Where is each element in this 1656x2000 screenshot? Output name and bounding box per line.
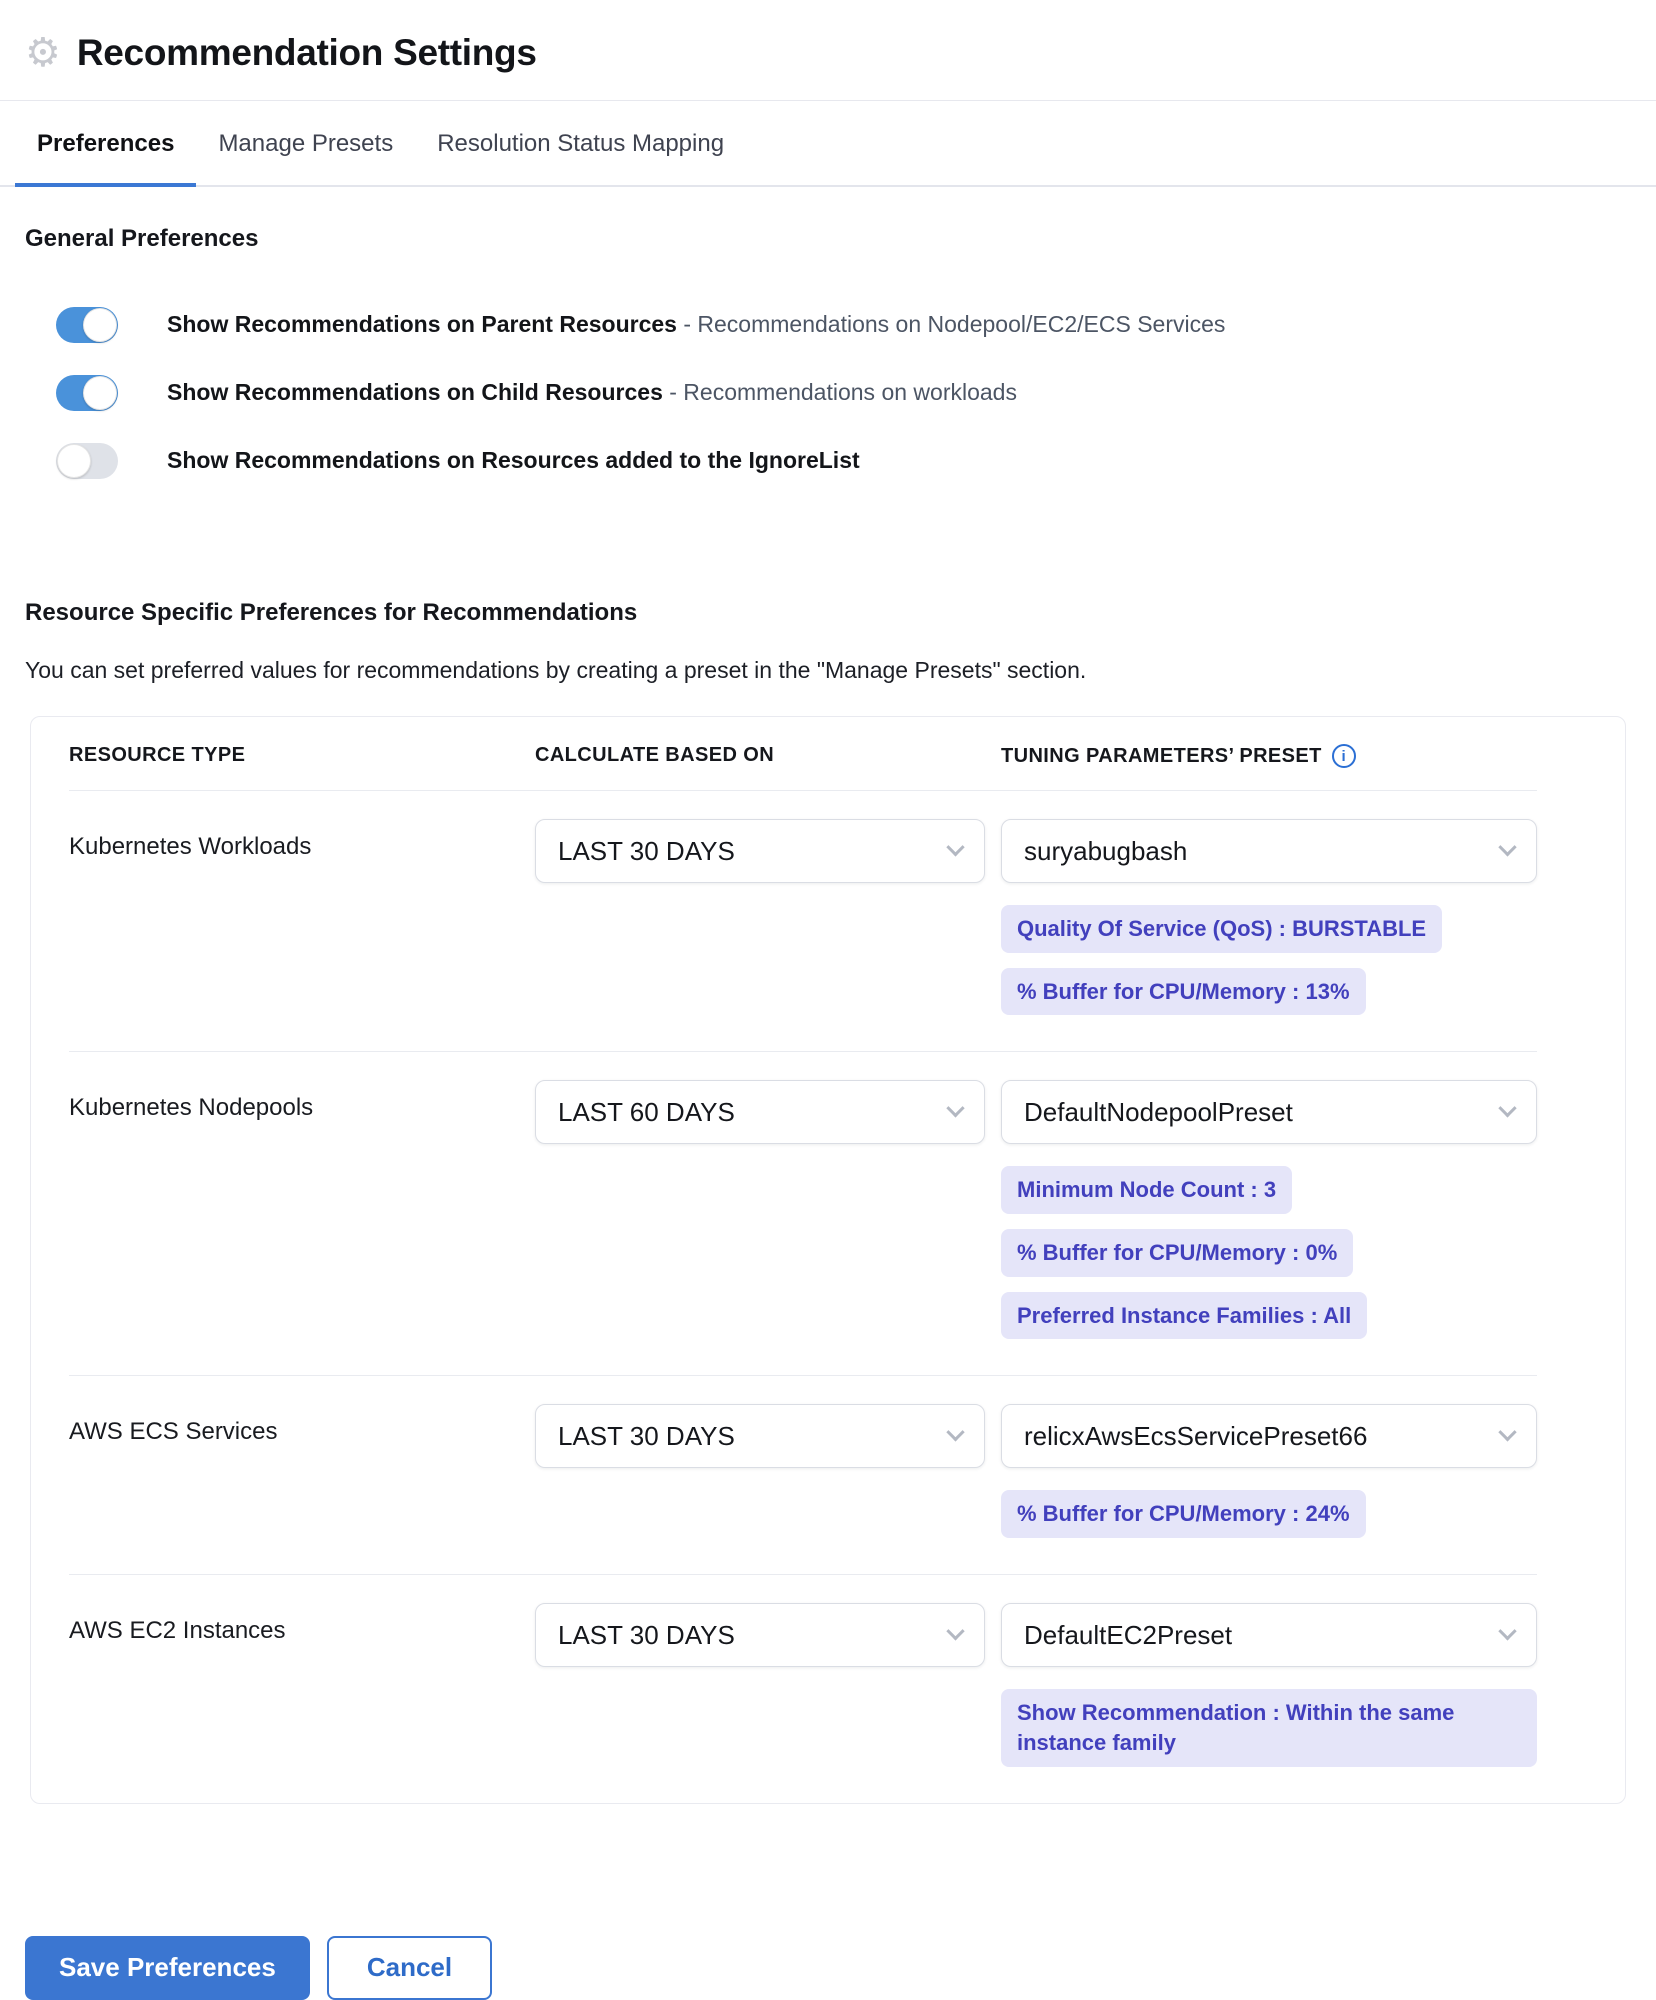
preset-tag: Minimum Node Count : 3 — [1001, 1166, 1292, 1214]
toggle-show-recommendations-on-resources-added-to-the-ignorelist[interactable] — [56, 443, 118, 479]
toggle-label — [167, 310, 1225, 340]
toggle-knob — [57, 444, 91, 478]
calculate-based-on-select[interactable] — [535, 819, 985, 883]
preset-tag: Quality Of Service (QoS) : BURSTABLE — [1001, 905, 1442, 953]
table-body — [69, 791, 1537, 1803]
preset-select[interactable] — [1001, 1404, 1537, 1468]
toggle-label — [167, 446, 860, 476]
resource-type-label: AWS EC2 Instances — [69, 1617, 286, 1645]
preset-tag: % Buffer for CPU/Memory : 13% — [1001, 968, 1366, 1016]
chevron-down-icon — [1498, 838, 1516, 856]
select-value: suryabugbash — [1024, 835, 1188, 866]
calculate-based-on-select[interactable] — [535, 1603, 985, 1667]
calculate-based-on-select[interactable] — [535, 1080, 985, 1144]
select-value: LAST 60 DAYS — [558, 1096, 735, 1127]
preset-select[interactable] — [1001, 1603, 1537, 1667]
column-header-calculate-based-on: CALCULATE BASED ON — [535, 744, 775, 766]
tab-resolution-status-mapping[interactable]: Resolution Status Mapping — [437, 130, 725, 157]
general-preferences-toggles — [0, 291, 1656, 495]
tuning-preset-cell — [1001, 819, 1537, 1015]
table-row — [69, 1375, 1537, 1574]
chevron-down-icon — [946, 1423, 964, 1441]
toggle-description: - Recommendations on workloads — [669, 379, 1017, 406]
chevron-down-icon — [946, 1099, 964, 1117]
select-value: DefaultEC2Preset — [1024, 1619, 1233, 1650]
calculate-based-on-cell — [535, 1404, 1001, 1468]
resource-preferences-heading: Resource Specific Preferences for Recommendations — [25, 599, 638, 626]
resource-type-label: AWS ECS Services — [69, 1418, 278, 1446]
preset-tags — [1001, 905, 1537, 1015]
resource-preferences-description: You can set preferred values for recommendations by creating a preset in the "Manage Presets" section. — [25, 657, 1087, 683]
resource-type-label: Kubernetes Workloads — [69, 833, 312, 860]
chevron-down-icon — [1498, 1622, 1516, 1640]
column-header-tuning-preset — [1001, 744, 1537, 768]
tab-preferences[interactable]: Preferences — [15, 101, 196, 187]
calculate-based-on-cell — [535, 819, 1001, 883]
preset-tag: Show Recommendation : Within the same instance family — [1001, 1689, 1537, 1766]
resource-preferences-table — [30, 716, 1626, 1804]
gear-icon: ⚙ — [25, 30, 61, 76]
table-header-row — [69, 717, 1537, 791]
tab-manage-presets[interactable]: Manage Presets — [218, 130, 394, 157]
tab-bar — [0, 101, 1656, 187]
preset-tags — [1001, 1166, 1537, 1339]
table-row — [69, 791, 1537, 1051]
page-header — [0, 0, 1656, 101]
toggle-row — [0, 291, 1656, 359]
chevron-down-icon — [946, 1622, 964, 1640]
toggle-row — [0, 359, 1656, 427]
page-title: Recommendation Settings — [76, 32, 537, 73]
select-value: DefaultNodepoolPreset — [1024, 1096, 1293, 1127]
save-preferences-button[interactable]: Save Preferences — [25, 1936, 310, 2000]
toggle-show-recommendations-on-parent-resources[interactable] — [56, 307, 118, 343]
table-row — [69, 1051, 1537, 1375]
cancel-button[interactable]: Cancel — [327, 1936, 492, 2000]
column-header-resource-type: RESOURCE TYPE — [69, 744, 246, 766]
toggle-knob — [83, 376, 117, 410]
preset-select[interactable] — [1001, 819, 1537, 883]
preset-tag: Preferred Instance Families : All — [1001, 1292, 1367, 1340]
chevron-down-icon — [946, 838, 964, 856]
general-preferences-heading: General Preferences — [25, 225, 259, 252]
toggle-knob — [83, 308, 117, 342]
toggle-description: - Recommendations on Nodepool/EC2/ECS Services — [683, 311, 1226, 338]
toggle-show-recommendations-on-child-resources[interactable] — [56, 375, 118, 411]
preset-tag: % Buffer for CPU/Memory : 0% — [1001, 1229, 1353, 1277]
resource-type-label: Kubernetes Nodepools — [69, 1094, 314, 1122]
tuning-preset-cell — [1001, 1404, 1537, 1538]
calculate-based-on-cell — [535, 1080, 1001, 1144]
select-value: LAST 30 DAYS — [558, 1619, 735, 1650]
preset-tag: % Buffer for CPU/Memory : 24% — [1001, 1490, 1366, 1538]
toggle-row — [0, 427, 1656, 495]
select-value: LAST 30 DAYS — [558, 1420, 735, 1451]
preset-tags — [1001, 1490, 1537, 1538]
calculate-based-on-cell — [535, 1603, 1001, 1667]
select-value: LAST 30 DAYS — [558, 835, 735, 866]
toggle-label-text: Show Recommendations on Child Resources — [167, 379, 663, 406]
tuning-preset-cell — [1001, 1603, 1537, 1766]
info-icon[interactable]: i — [1332, 744, 1356, 768]
column-header-tuning-preset-label: TUNING PARAMETERS’ PRESET — [1001, 744, 1322, 767]
chevron-down-icon — [1498, 1099, 1516, 1117]
toggle-label-text: Show Recommendations on Resources added to the IgnoreList — [167, 447, 860, 474]
preset-select[interactable] — [1001, 1080, 1537, 1144]
toggle-label-text: Show Recommendations on Parent Resources — [167, 311, 677, 338]
calculate-based-on-select[interactable] — [535, 1404, 985, 1468]
select-value: relicxAwsEcsServicePreset66 — [1024, 1420, 1368, 1451]
tuning-preset-cell — [1001, 1080, 1537, 1339]
chevron-down-icon — [1498, 1423, 1516, 1441]
preset-tags — [1001, 1689, 1537, 1766]
toggle-label — [167, 378, 1017, 408]
table-row — [69, 1574, 1537, 1802]
